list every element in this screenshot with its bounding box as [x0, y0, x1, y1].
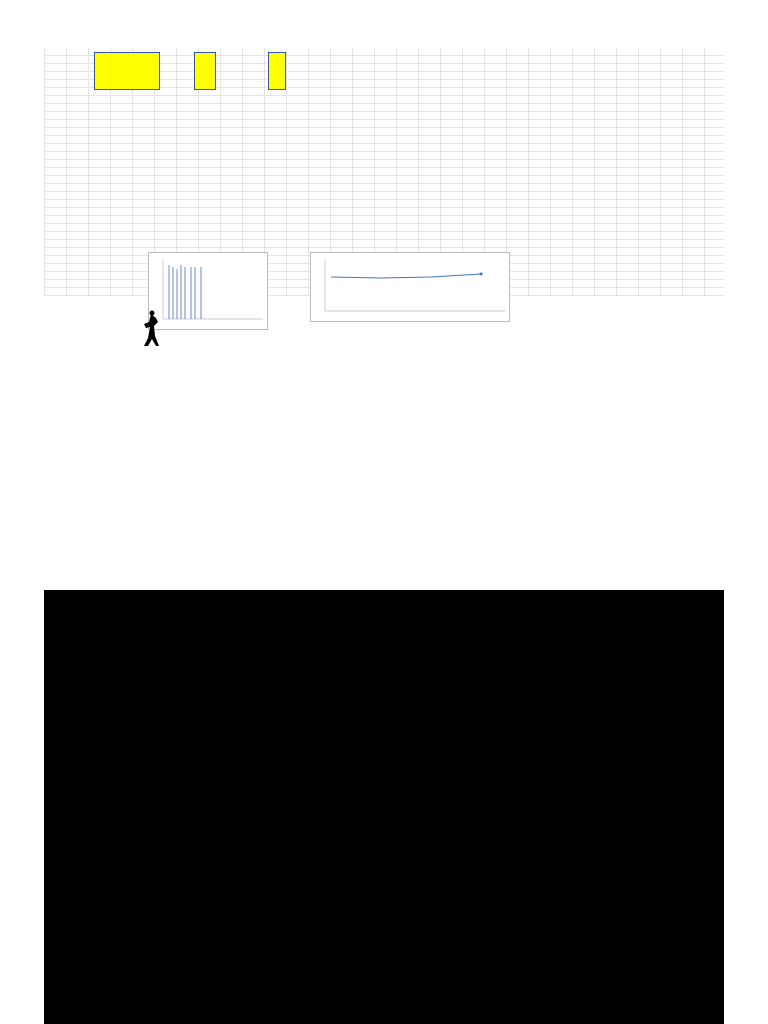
work-chart-svg: [149, 255, 267, 323]
rm-chart-svg: [311, 255, 509, 315]
rm-chart: [310, 252, 510, 322]
rm-point: [480, 273, 483, 276]
incremento-label: [222, 58, 266, 86]
rm-line: [331, 274, 481, 278]
name-input[interactable]: [94, 52, 160, 90]
name-label: [44, 58, 94, 86]
work-chart: [148, 252, 268, 330]
incremento-value[interactable]: [268, 52, 286, 90]
training-plan-sheet: [44, 590, 724, 1024]
spreadsheet-top: [44, 48, 724, 344]
rm-fin-label: [288, 58, 368, 86]
climber-icon: [136, 310, 166, 348]
bilbo-logo: [136, 310, 166, 356]
rm-inicio-value[interactable]: [194, 52, 216, 90]
rm-inicio-label: [160, 58, 194, 86]
